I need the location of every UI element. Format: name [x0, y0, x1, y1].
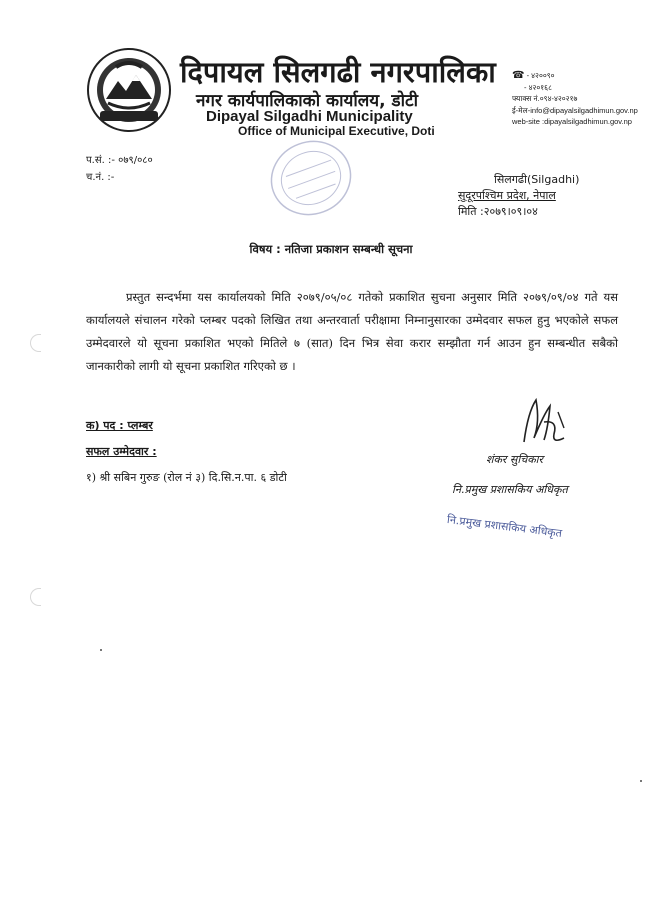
reference-block [86, 152, 153, 186]
notice-body: प्रस्तुत सन्दर्भमा यस कार्यालयको मिति २०७९/०५/०८ गतेको प्रकाशित सुचना अनुसार मिति २०७९/०९/०४ गते यस कार्यालयले संचालन गरेको प्लम्बर पदको लिखित तथा अन्तरवार्ता परीक्षामा निम्नानुसारका उम्मेदवार सफल हुनु भएकोले सफल उम्मेदवारले यो सूचना प्रकाशित भएको मितिले ७ (सात) दिन भित्र सेवा करार सम्झौता गर्न आउन हुन सम्बन्धीत सबैको जानकारीको लागी यो सूचना प्रकाशित गरिएको छ । [86, 290, 618, 373]
scan-speck [100, 649, 102, 651]
contact-info [512, 70, 652, 128]
issue-date: मिति :२०७९।०९।०४ [458, 205, 538, 218]
notice-subject: विषय : नतिजा प्रकाशन सम्बन्धी सूचना [249, 242, 413, 256]
email-address: ई-मेल-info@dipayalsilgadhimun.gov.np [512, 105, 638, 115]
fax-number: फ्याक्स नं.०९४-४२०२१७ [512, 94, 578, 103]
designation-stamp: नि.प्रमुख प्रशासकिय अधिकृत [446, 512, 563, 540]
date-block [458, 172, 579, 220]
scan-speck [640, 780, 642, 782]
municipality-emblem-logo [86, 47, 172, 133]
letter-number: प.सं. :- ०७९/०८० [86, 155, 153, 166]
office-name-nepali: नगर कार्यपालिकाको कार्यालय, डोटी [196, 91, 418, 111]
office-stamp-seal [256, 128, 366, 228]
post-title: क) पद : प्लम्बर [86, 419, 153, 432]
municipality-name-english: Dipayal Silgadhi Municipality [206, 108, 413, 125]
province-name: सुदूरपश्चिम प्रदेश, नेपाल [458, 189, 556, 202]
punch-hole-mark [30, 334, 41, 352]
candidate-list-item: १) श्री सबिन गुरुङ (रोल नं ३) दि.सि.न.पा. ६ डोटी [86, 471, 287, 484]
phone-icon: ☎ [512, 70, 525, 81]
signatory-title: नि.प्रमुख प्रशासकिय अधिकृत [452, 483, 568, 496]
phone-number-1: - ४२००९० [526, 71, 555, 80]
office-name-english: Office of Municipal Executive, Doti [238, 124, 435, 138]
handwritten-signature [514, 392, 574, 452]
municipality-name-nepali: दिपायल सिलगढी नगरपालिका [180, 55, 496, 89]
punch-hole-mark [30, 588, 41, 606]
dispatch-number: च.नं. :- [86, 172, 115, 183]
signatory-name: शंकर सुचिकार [486, 453, 543, 466]
place-name: सिलगढी(Silgadhi) [494, 173, 580, 186]
successful-candidates-heading: सफल उम्मेदवार : [86, 445, 157, 458]
phone-number-2: - ४२०१६८ [524, 82, 552, 92]
website-address: web-site :dipayalsilgadhimun.gov.np [512, 117, 632, 126]
